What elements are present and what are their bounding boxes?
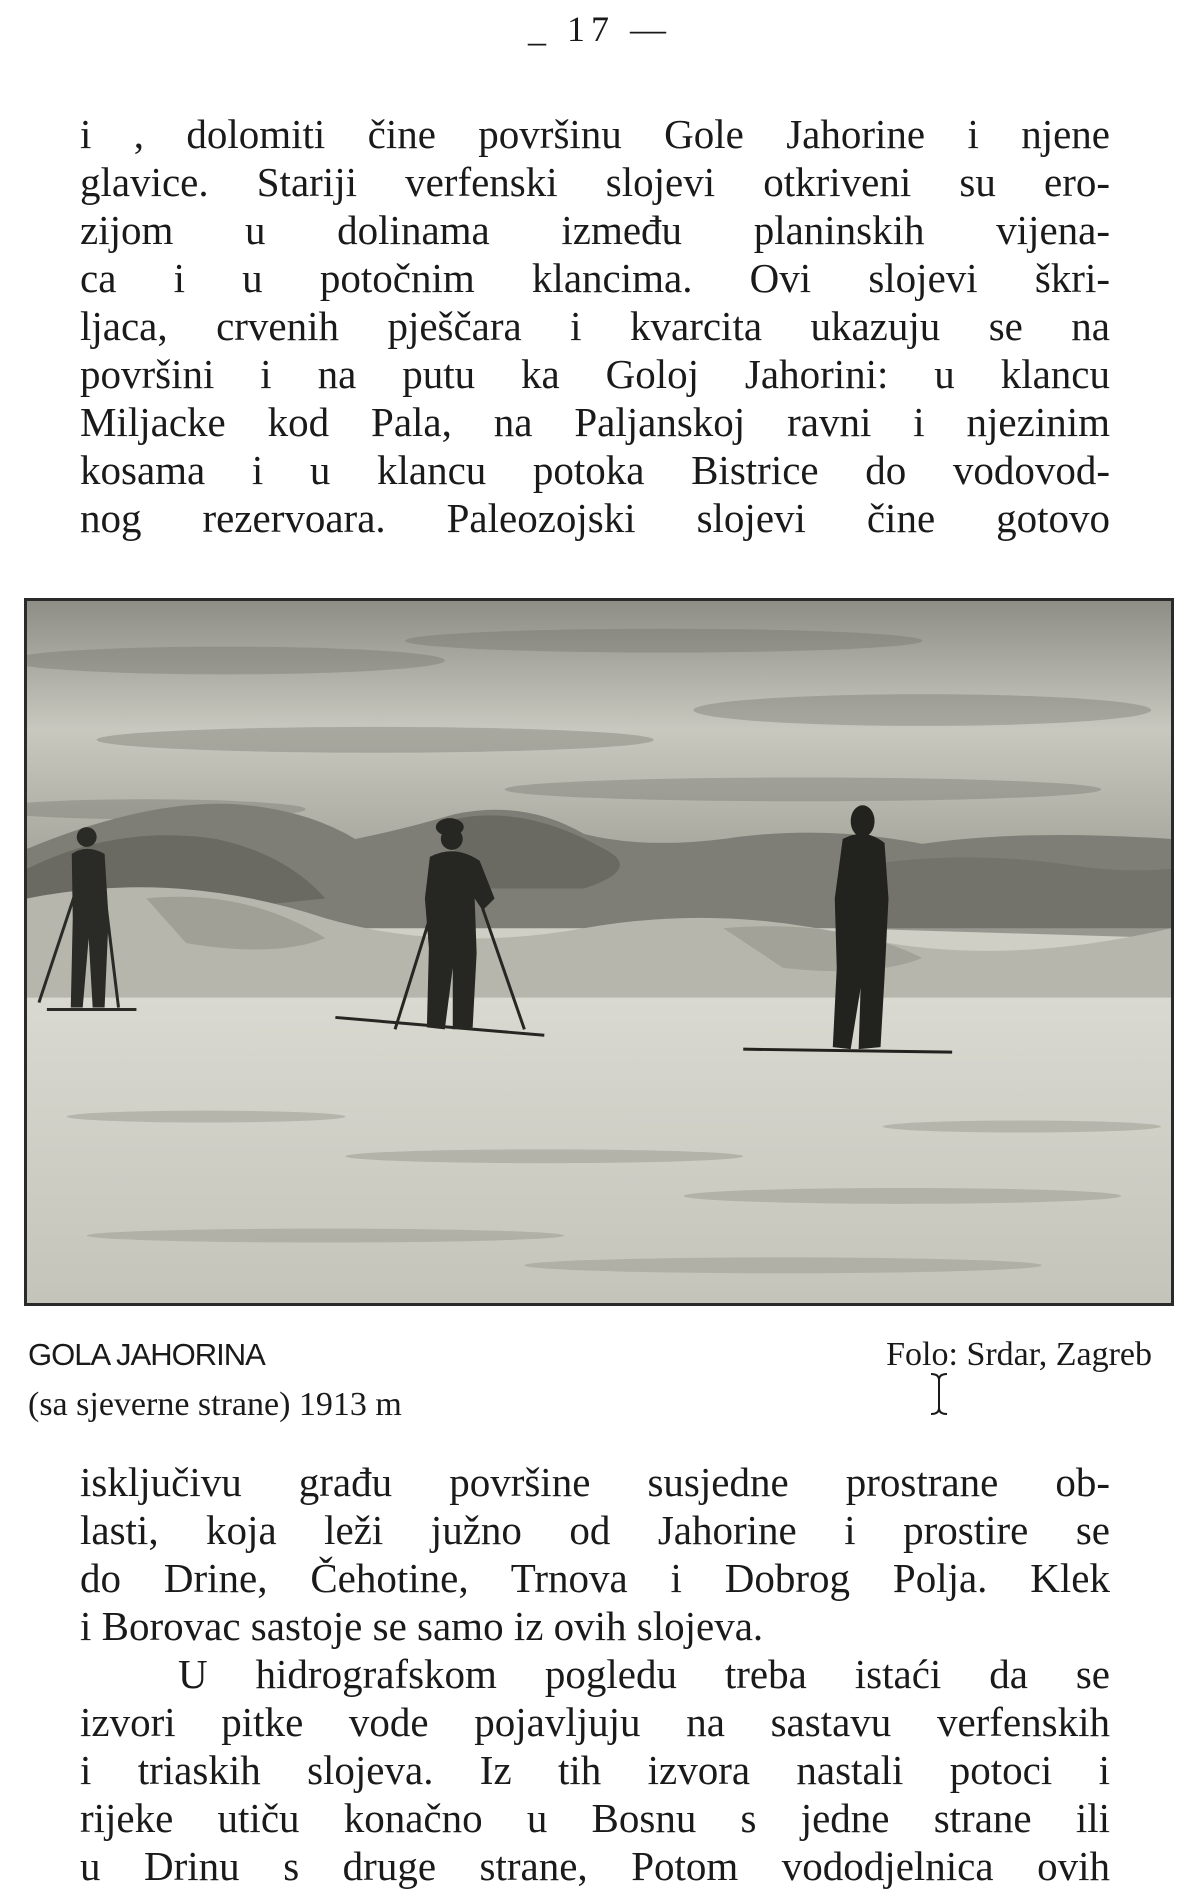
text-line: ca i u potočnim klancima. Ovi slojevi škri-	[80, 255, 1110, 301]
text-cursor-icon	[928, 1372, 950, 1416]
text-line: Miljacke kod Pala, na Paljanskoj ravni i njezinim	[80, 399, 1110, 445]
text-line: površini i na putu ka Goloj Jahorini: u klancu	[80, 351, 1110, 397]
photo-caption	[28, 1330, 402, 1430]
text-line: izvori pitke vode pojavljuju na sastavu verfenskih	[80, 1699, 1110, 1745]
text-line: U hidrografskom pogledu treba istaći da se	[178, 1651, 1110, 1697]
photograph-skiers-on-snowy-mountain-icon	[27, 601, 1171, 1303]
text-line: isključivu građu površine susjedne prostrane ob-	[80, 1459, 1110, 1505]
text-line: i Borovac sastoje se samo iz ovih slojeva.	[80, 1603, 764, 1649]
text-line: lasti, koja leži južno od Jahorine i prostire se	[80, 1507, 1110, 1553]
caption-title: GOLA JAHORINA	[28, 1337, 265, 1372]
text-line: nog rezervoara. Paleozojski slojevi čine gotovo	[80, 495, 1110, 541]
text-line: u Drinu s druge strane, Potom vododjelnica ovih	[80, 1843, 1110, 1889]
bottom-paragraph	[80, 1458, 1110, 1890]
text-line: ljaca, crvenih pješčara i kvarcita ukazuju se na	[80, 303, 1110, 349]
top-paragraph	[80, 110, 1110, 542]
text-line: i triaskih slojeva. Iz tih izvora nastali potoci i	[80, 1747, 1110, 1793]
text-line: zijom u dolinama između planinskih vijena-	[80, 207, 1110, 253]
text-line: do Drine, Čehotine, Trnova i Dobrog Polja. Klek	[80, 1555, 1110, 1601]
page-number: _ 17 —	[528, 9, 672, 49]
text-line: kosama i u klancu potoka Bistrice do vodovod-	[80, 447, 1110, 493]
text-line: rijeke utiču konačno u Bosnu s jedne strane ili	[80, 1795, 1110, 1841]
photograph-skiers	[24, 598, 1174, 1306]
text-line: glavice. Stariji verfenski slojevi otkriveni su ero-	[80, 159, 1110, 205]
photo-credit: Folo: Srdar, Zagreb	[886, 1336, 1152, 1373]
caption-subtitle: (sa sjeverne strane) 1913 m	[28, 1386, 402, 1423]
text-line: i , dolomiti čine površinu Gole Jahorine i njene	[80, 111, 1110, 157]
